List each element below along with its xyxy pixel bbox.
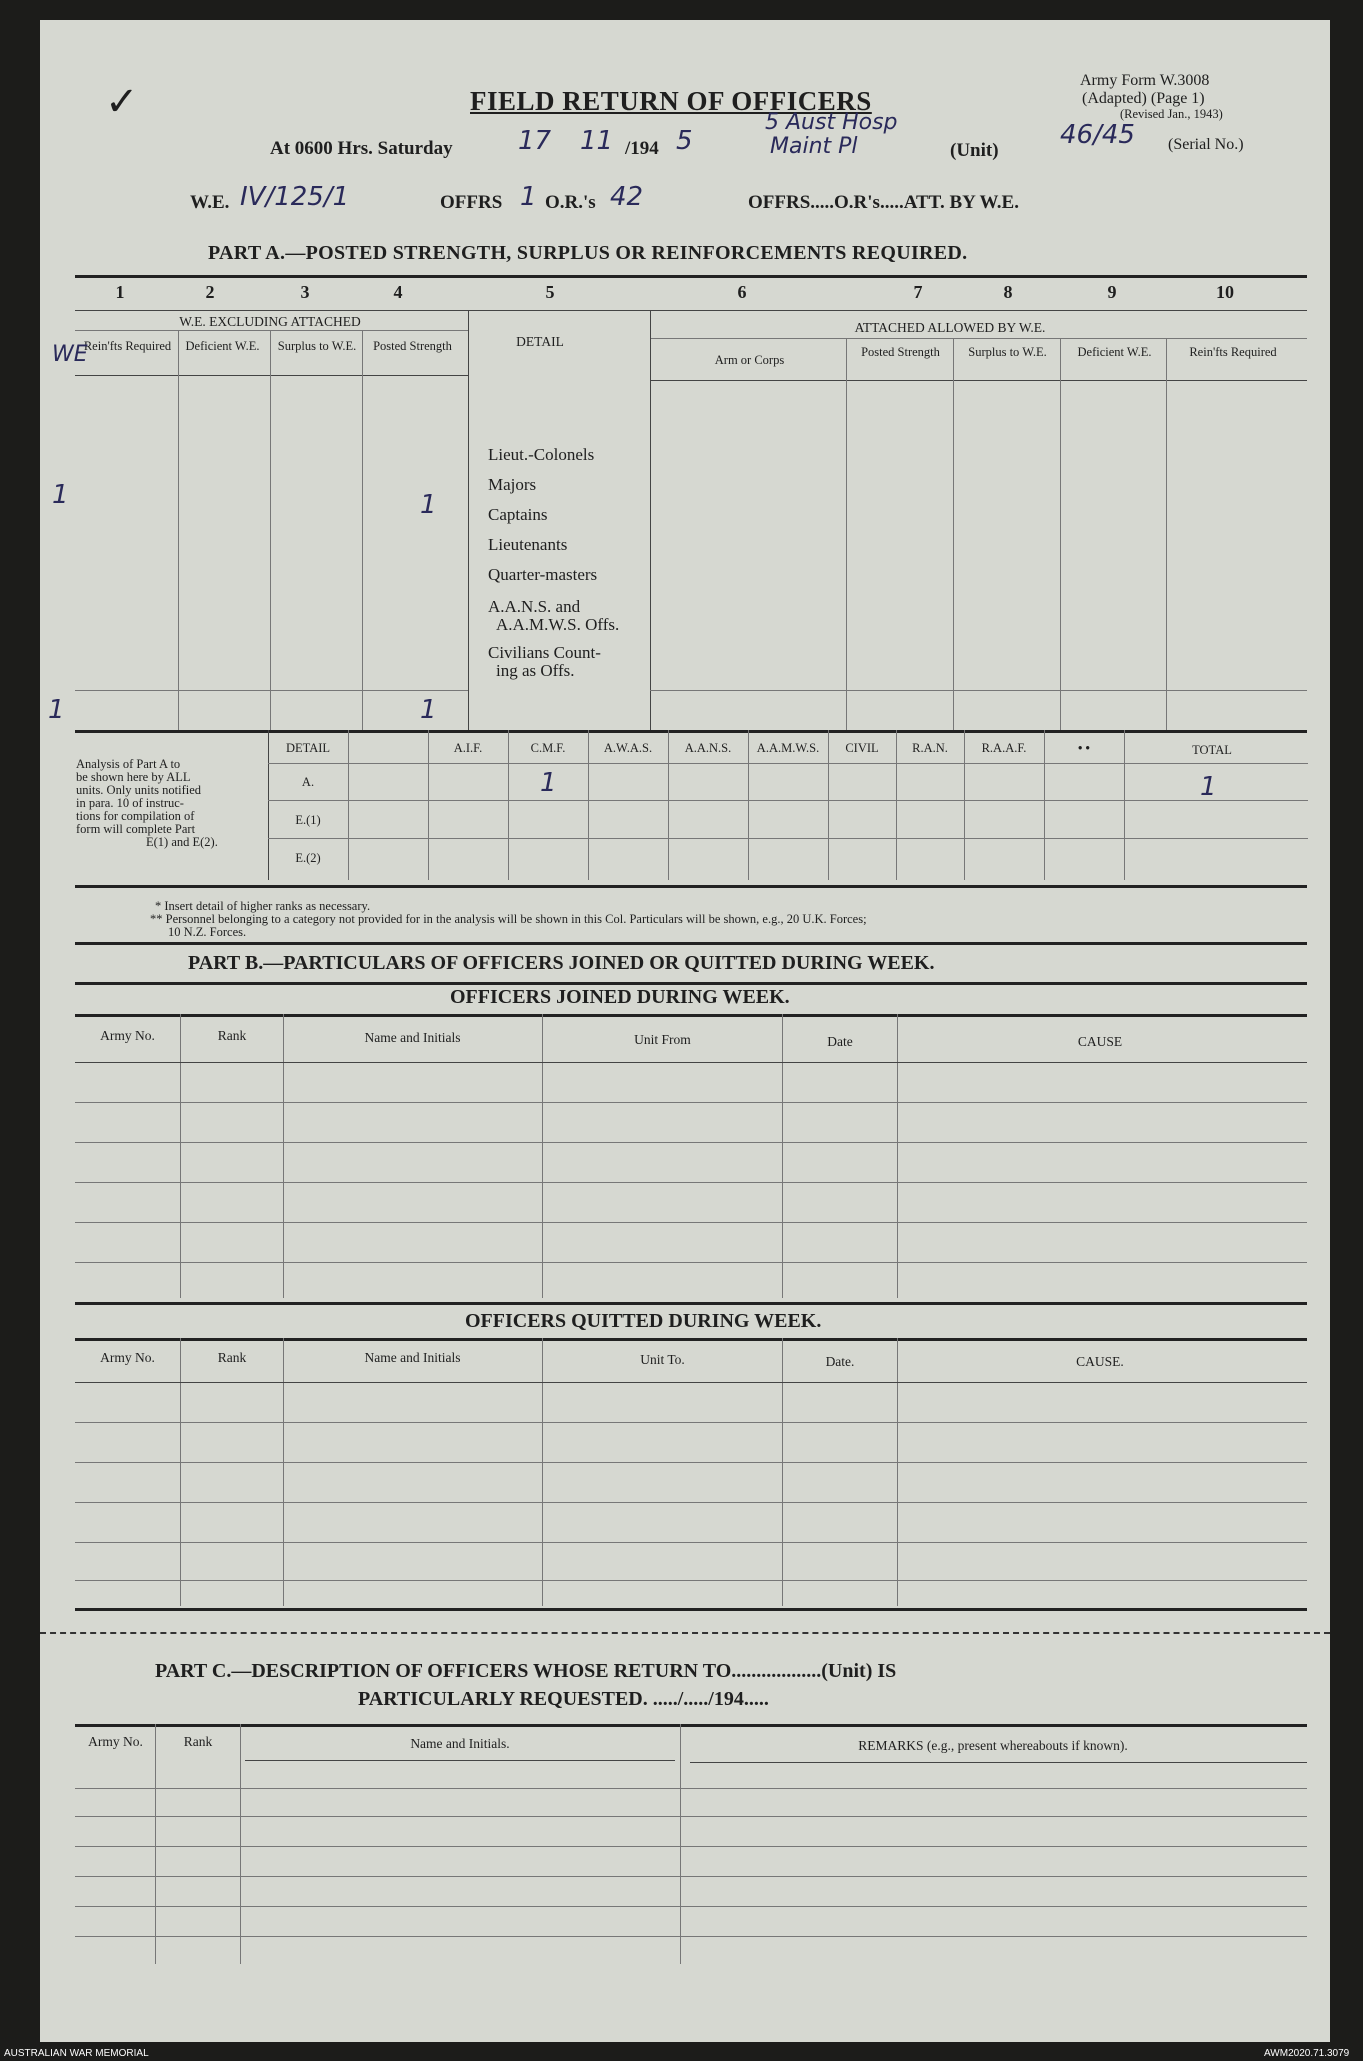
quitted-row-4: [75, 1542, 1307, 1543]
hdr-posted: Posted Strength: [373, 339, 452, 353]
quitted-row-1: [75, 1422, 1307, 1423]
group-we-excluding: W.E. EXCLUDING ATTACHED: [179, 314, 361, 329]
quitted-hdr-army-no: Army No.: [100, 1350, 155, 1365]
v-q3: [542, 1338, 543, 1606]
an-hdr-cmf: C.M.F.: [530, 741, 566, 755]
date-label: At 0600 Hrs. Saturday: [270, 138, 453, 159]
footnote-3: 10 N.Z. Forces.: [168, 925, 247, 939]
rank-civilians: Civilians Count-: [488, 643, 601, 662]
part-c-heading-2: PARTICULARLY REQUESTED. ...../...../194.....: [358, 1688, 769, 1710]
col-num-9: 9: [1107, 282, 1117, 302]
total-row-rule-right: [650, 690, 1307, 691]
col4-total: 1: [420, 695, 437, 725]
att-label: OFFRS.....O.R's.....ATT. BY W.E.: [748, 192, 1019, 213]
tick-mark: ✓: [105, 79, 139, 124]
year-prefix: /194: [625, 138, 659, 159]
ors-value: 42: [610, 182, 644, 212]
v-q4: [782, 1338, 783, 1606]
we-label: W.E.: [190, 192, 230, 213]
serial-number: 46/45: [1060, 120, 1135, 150]
c-row-6: [75, 1936, 1307, 1937]
note-line-7: E(1) and E(2).: [146, 835, 218, 849]
part-b-rule: [75, 982, 1307, 985]
joined-hdr-name: Name and Initials: [364, 1030, 461, 1045]
hdr-arm: Arm or Corps: [714, 353, 785, 367]
footnote-rule: [75, 942, 1307, 945]
joined-hdr-date: Date: [827, 1034, 853, 1049]
joined-hdr-cause: CAUSE: [1077, 1034, 1123, 1049]
joined-hdr-unit: Unit From: [634, 1032, 691, 1047]
v-c1: [155, 1724, 156, 1964]
form-adapted: (Adapted) (Page 1): [1082, 90, 1205, 107]
footnote-2: ** Personnel belonging to a category not provided for in the analysis will be shown in this Col. Particulars will be shown, e.g., 20 U.K. Forces;: [150, 912, 867, 926]
joined-row-2: [75, 1142, 1307, 1143]
total-row-rule-left: [75, 690, 468, 691]
rule-under-group-left: [75, 330, 468, 331]
hdr-deficient: Deficient W.E.: [185, 339, 260, 353]
part-a-header-top: [75, 310, 1307, 311]
col-num-7: 7: [913, 282, 923, 302]
c-row-2: [75, 1816, 1307, 1817]
v-j5: [897, 1014, 898, 1298]
v-a8: [1060, 338, 1061, 730]
v-a7: [953, 338, 954, 730]
col-num-2: 2: [205, 282, 215, 302]
v-a6: [846, 338, 847, 730]
joined-bottom: [75, 1302, 1307, 1305]
note-line-2: be shown here by ALL: [76, 770, 191, 784]
hdr-reinf: Rein'fts Required: [83, 339, 172, 353]
we-value: IV/125/1: [240, 182, 350, 212]
we-handwritten-mark: WE: [52, 342, 88, 367]
quitted-rule: [75, 1338, 1307, 1341]
rank-majors: Majors: [488, 475, 537, 494]
part-a-bottom: [75, 730, 1307, 733]
quitted-hdr-cause: CAUSE.: [1076, 1354, 1124, 1369]
joined-row-5: [75, 1262, 1307, 1263]
ors-label: O.R.'s: [545, 192, 596, 213]
an-row-e1: E.(1): [295, 813, 321, 827]
an-hdr-rule: [268, 763, 1308, 764]
form-revised: (Revised Jan., 1943): [1120, 107, 1223, 121]
col-num-10: 10: [1216, 282, 1234, 302]
col4-captains-value: 1: [420, 490, 437, 520]
part-c-rule: [75, 1724, 1307, 1727]
quitted-hdr-bottom: [75, 1382, 1307, 1383]
v-q1: [180, 1338, 181, 1606]
an-total-value: 1: [1200, 772, 1217, 802]
date-month: 11: [580, 126, 614, 156]
form-number: Army Form W.3008: [1080, 72, 1210, 89]
date-day: 17: [518, 126, 552, 156]
hdr-posted2: Posted Strength: [861, 345, 940, 359]
an-hdr-other: • •: [1078, 741, 1090, 755]
joined-row-4: [75, 1222, 1307, 1223]
hdr-surplus2: Surplus to W.E.: [968, 345, 1047, 359]
v-q5: [897, 1338, 898, 1606]
unit-label: (Unit): [950, 140, 999, 161]
col1-total: 1: [48, 695, 65, 725]
v-j2: [283, 1014, 284, 1298]
part-a-heading: PART A.—POSTED STRENGTH, SURPLUS OR REINFORCEMENTS REQUIRED.: [208, 242, 968, 264]
an-hdr-ran: R.A.N.: [912, 741, 948, 755]
rank-captains: Captains: [488, 505, 548, 524]
col-num-3: 3: [300, 282, 310, 302]
rank-quartermasters: Quarter-masters: [488, 565, 598, 584]
an-row-a: A.: [301, 775, 315, 789]
an-hdr-detail: DETAIL: [285, 741, 331, 755]
v-j1: [180, 1014, 181, 1298]
c-hdr-army-no: Army No.: [88, 1734, 143, 1749]
v-a4: [468, 310, 469, 730]
joined-hdr-army-no: Army No.: [100, 1028, 155, 1043]
rank-list: [488, 440, 619, 680]
quitted-hdr-name: Name and Initials: [364, 1350, 461, 1365]
v-q2: [283, 1338, 284, 1606]
an-hdr-aamws: A.A.M.W.S.: [756, 741, 820, 755]
joined-rule: [75, 1014, 1307, 1017]
quitted-row-3: [75, 1502, 1307, 1503]
rank-aamws: A.A.M.W.S. Offs.: [496, 615, 620, 634]
joined-hdr-bottom: [75, 1062, 1307, 1063]
rank-aans: A.A.N.S. and: [488, 597, 581, 616]
v-a9: [1166, 338, 1167, 730]
rule-under-group-right: [650, 338, 1307, 339]
detail-header: DETAIL: [516, 334, 564, 349]
hdr-surplus: Surplus to W.E.: [277, 339, 357, 353]
c-row-1: [75, 1788, 1307, 1789]
note-line-6: form will complete Part: [76, 822, 196, 836]
quitted-bottom: [75, 1608, 1307, 1611]
note-line-5: tions for compilation of: [76, 809, 195, 823]
quitted-hdr-rank: Rank: [217, 1350, 247, 1365]
joined-title: OFFICERS JOINED DURING WEEK.: [450, 986, 790, 1008]
an-hdr-raaf: R.A.A.F.: [981, 741, 1027, 755]
v-a2: [270, 330, 271, 730]
part-b-heading: PART B.—PARTICULARS OF OFFICERS JOINED OR QUITTED DURING WEEK.: [188, 952, 935, 974]
an-row-rule-1: [268, 800, 1308, 801]
col-num-8: 8: [1003, 282, 1013, 302]
group-attached: ATTACHED ALLOWED BY W.E.: [854, 320, 1046, 335]
rank-civilians-2: ing as Offs.: [496, 661, 575, 680]
footnote-1: * Insert detail of higher ranks as necessary.: [155, 899, 371, 913]
hdr-reinf2: Rein'fts Required: [1189, 345, 1277, 359]
header-bottom-left: [75, 375, 468, 376]
quitted-row-2: [75, 1462, 1307, 1463]
col-num-4: 4: [393, 282, 403, 302]
quitted-hdr-unit: Unit To.: [640, 1352, 685, 1367]
col-num-1: 1: [115, 282, 125, 302]
c-row-4: [75, 1876, 1307, 1877]
col-num-6: 6: [737, 282, 747, 302]
part-a-rule: [75, 275, 1307, 278]
c-name-hdr-rule: [245, 1760, 675, 1761]
part-c-heading-1: PART C.—DESCRIPTION OF OFFICERS WHOSE RETURN TO..................(Unit) IS: [155, 1660, 897, 1682]
hdr-deficient2: Deficient W.E.: [1077, 345, 1152, 359]
c-row-5: [75, 1906, 1307, 1907]
note-line-4: in para. 10 of instruc-: [76, 796, 184, 810]
c-hdr-name: Name and Initials.: [410, 1736, 510, 1751]
an-hdr-awas: A.W.A.S.: [603, 741, 653, 755]
col1-captains-value: 1: [52, 480, 69, 510]
v-a1: [178, 330, 179, 730]
an-row-e2: E.(2): [295, 851, 321, 865]
header-bottom-right: [650, 380, 1307, 381]
date-year: 5: [676, 126, 693, 156]
v-an1: [348, 730, 349, 880]
footer-institution: AUSTRALIAN WAR MEMORIAL: [4, 2048, 149, 2059]
an-hdr-civil: CIVIL: [845, 741, 879, 755]
unit-line2: Maint Pl: [770, 134, 858, 159]
analysis-note: [76, 758, 236, 849]
offrs-label: OFFRS: [440, 192, 503, 213]
note-line-1: Analysis of Part A to: [76, 757, 181, 771]
analysis-bottom: [75, 885, 1307, 888]
v-a5: [650, 310, 651, 730]
joined-hdr-rank: Rank: [217, 1028, 247, 1043]
unit-line1: 5 Aust Hosp: [765, 110, 898, 135]
rank-lieut-colonels: Lieut.-Colonels: [488, 445, 595, 464]
c-hdr-rank: Rank: [183, 1734, 213, 1749]
v-j4: [782, 1014, 783, 1298]
note-line-3: units. Only units notified: [76, 783, 201, 797]
v-a3: [362, 330, 363, 730]
an-hdr-aans: A.A.N.S.: [684, 741, 732, 755]
c-remarks-hdr-rule: [690, 1762, 1307, 1763]
form-paper: [40, 20, 1330, 2042]
an-row-rule-2: [268, 838, 1308, 839]
v-c3: [680, 1724, 681, 1964]
rank-lieutenants: Lieutenants: [488, 535, 568, 554]
an-cmf-value: 1: [540, 768, 557, 798]
an-hdr-total: TOTAL: [1192, 743, 1232, 757]
joined-row-1: [75, 1102, 1307, 1103]
col-num-5: 5: [545, 282, 555, 302]
serial-label: (Serial No.): [1168, 136, 1244, 153]
joined-row-3: [75, 1182, 1307, 1183]
c-row-3: [75, 1846, 1307, 1847]
footer-accession: AWM2020.71.3079: [1264, 2048, 1350, 2059]
v-j3: [542, 1014, 543, 1298]
c-hdr-remarks: REMARKS (e.g., present whereabouts if known).: [858, 1738, 1128, 1753]
an-hdr-aif: A.I.F.: [453, 741, 483, 755]
quitted-hdr-date: Date.: [825, 1354, 855, 1369]
quitted-row-5: [75, 1580, 1307, 1581]
v-c2: [240, 1724, 241, 1964]
offrs-value: 1: [520, 182, 537, 212]
tear-line: [40, 1632, 1330, 1634]
form-title: FIELD RETURN OF OFFICERS: [470, 86, 872, 116]
quitted-title: OFFICERS QUITTED DURING WEEK.: [465, 1310, 822, 1332]
